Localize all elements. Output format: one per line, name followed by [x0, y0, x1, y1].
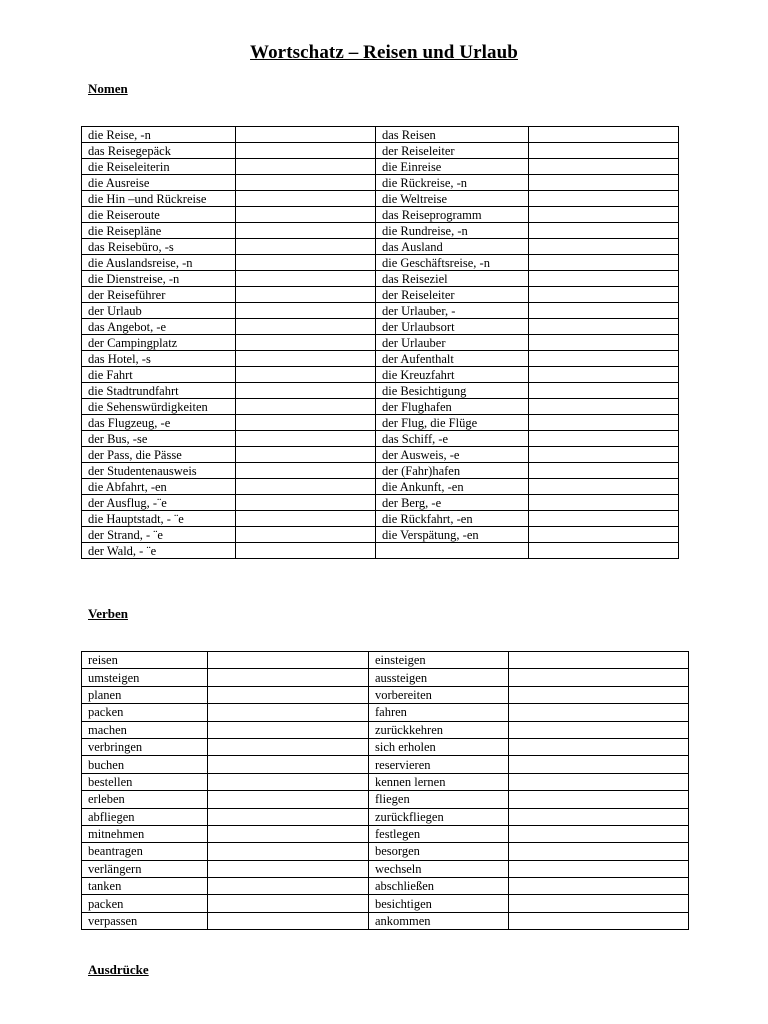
term-right: das Reisen [376, 127, 529, 143]
term-left: erleben [82, 791, 208, 808]
term-left: der Bus, -se [82, 431, 236, 447]
term-right: der Flughafen [376, 399, 529, 415]
term-right: das Schiff, -e [376, 431, 529, 447]
blank-cell-right [529, 271, 679, 287]
term-left: die Reisepläne [82, 223, 236, 239]
blank-cell-right [509, 912, 689, 929]
blank-cell-left [236, 271, 376, 287]
blank-cell-left [236, 431, 376, 447]
term-left: die Hin –und Rückreise [82, 191, 236, 207]
nomen-row [82, 319, 679, 335]
nomen-row [82, 479, 679, 495]
blank-cell-right [529, 367, 679, 383]
term-right: die Rundreise, -n [376, 223, 529, 239]
blank-cell-right [509, 756, 689, 773]
nomen-row [82, 431, 679, 447]
blank-cell-right [529, 447, 679, 463]
blank-cell-left [236, 239, 376, 255]
blank-cell-right [529, 527, 679, 543]
term-right: besorgen [369, 843, 509, 860]
term-left: verlängern [82, 860, 208, 877]
term-left: bestellen [82, 773, 208, 790]
section-heading-nomen: Nomen [88, 81, 128, 96]
blank-cell-left [236, 495, 376, 511]
blank-cell-right [509, 704, 689, 721]
term-right: zurückfliegen [369, 808, 509, 825]
term-left: das Flugzeug, -e [82, 415, 236, 431]
term-right: das Reiseziel [376, 271, 529, 287]
term-right: zurückkehren [369, 721, 509, 738]
blank-cell-left [236, 351, 376, 367]
nomen-row [82, 287, 679, 303]
term-left: machen [82, 721, 208, 738]
blank-cell-right [509, 808, 689, 825]
term-left: das Angebot, -e [82, 319, 236, 335]
blank-cell-right [529, 159, 679, 175]
blank-cell-left [236, 191, 376, 207]
blank-cell-right [509, 773, 689, 790]
verben-row [82, 808, 689, 825]
blank-cell-left [236, 143, 376, 159]
blank-cell-right [529, 399, 679, 415]
term-right: die Besichtigung [376, 383, 529, 399]
blank-cell-left [236, 127, 376, 143]
term-left: die Ausreise [82, 175, 236, 191]
term-left: der Reiseführer [82, 287, 236, 303]
nomen-table [81, 126, 679, 559]
blank-cell-left [236, 447, 376, 463]
blank-cell-right [509, 895, 689, 912]
term-left: die Reise, -n [82, 127, 236, 143]
nomen-row [82, 239, 679, 255]
blank-cell-right [529, 287, 679, 303]
blank-cell-left [236, 463, 376, 479]
blank-cell-right [529, 143, 679, 159]
verben-row [82, 652, 689, 669]
term-left: die Auslandsreise, -n [82, 255, 236, 271]
blank-cell-right [529, 431, 679, 447]
blank-cell-right [529, 255, 679, 271]
term-right: sich erholen [369, 738, 509, 755]
blank-cell-left [208, 704, 369, 721]
term-right: kennen lernen [369, 773, 509, 790]
nomen-row [82, 207, 679, 223]
nomen-row [82, 447, 679, 463]
blank-cell-right [509, 738, 689, 755]
nomen-row [82, 175, 679, 191]
term-left: packen [82, 704, 208, 721]
blank-cell-left [208, 895, 369, 912]
verben-row [82, 912, 689, 929]
blank-cell-left [208, 878, 369, 895]
nomen-row [82, 159, 679, 175]
term-right: der Berg, -e [376, 495, 529, 511]
blank-cell-right [509, 860, 689, 877]
blank-cell-right [529, 495, 679, 511]
term-left: die Hauptstadt, - ¨e [82, 511, 236, 527]
term-left: das Hotel, -s [82, 351, 236, 367]
blank-cell-left [208, 825, 369, 842]
blank-cell-left [208, 808, 369, 825]
nomen-row [82, 511, 679, 527]
blank-cell-right [509, 686, 689, 703]
term-right: die Rückfahrt, -en [376, 511, 529, 527]
blank-cell-left [236, 479, 376, 495]
blank-cell-right [529, 543, 679, 559]
blank-cell-left [208, 721, 369, 738]
term-left: die Dienstreise, -n [82, 271, 236, 287]
blank-cell-right [529, 415, 679, 431]
term-right: besichtigen [369, 895, 509, 912]
nomen-row [82, 271, 679, 287]
verben-row [82, 843, 689, 860]
term-left: beantragen [82, 843, 208, 860]
term-right: die Rückreise, -n [376, 175, 529, 191]
nomen-row [82, 367, 679, 383]
blank-cell-left [236, 303, 376, 319]
blank-cell-left [208, 791, 369, 808]
term-right: fahren [369, 704, 509, 721]
term-right: der Urlaubsort [376, 319, 529, 335]
blank-cell-right [529, 335, 679, 351]
nomen-row [82, 127, 679, 143]
blank-cell-right [509, 825, 689, 842]
verben-row [82, 704, 689, 721]
term-left: der Studentenausweis [82, 463, 236, 479]
blank-cell-left [208, 756, 369, 773]
verben-row [82, 721, 689, 738]
term-right: der Ausweis, -e [376, 447, 529, 463]
term-left: die Stadtrundfahrt [82, 383, 236, 399]
blank-cell-left [236, 415, 376, 431]
verben-row [82, 669, 689, 686]
term-right: der Urlauber, - [376, 303, 529, 319]
term-left: umsteigen [82, 669, 208, 686]
blank-cell-left [236, 383, 376, 399]
nomen-row [82, 191, 679, 207]
nomen-row [82, 143, 679, 159]
blank-cell-right [509, 878, 689, 895]
blank-cell-right [529, 511, 679, 527]
term-right: der Urlauber [376, 335, 529, 351]
term-right: ankommen [369, 912, 509, 929]
term-right: die Geschäftsreise, -n [376, 255, 529, 271]
term-left: der Wald, - ¨e [82, 543, 236, 559]
blank-cell-left [208, 912, 369, 929]
blank-cell-left [208, 860, 369, 877]
verben-row [82, 878, 689, 895]
blank-cell-right [529, 319, 679, 335]
verben-row [82, 825, 689, 842]
term-left: abfliegen [82, 808, 208, 825]
term-right: reservieren [369, 756, 509, 773]
blank-cell-left [208, 669, 369, 686]
term-right: aussteigen [369, 669, 509, 686]
blank-cell-left [208, 686, 369, 703]
term-left: der Urlaub [82, 303, 236, 319]
term-right: die Weltreise [376, 191, 529, 207]
term-left: reisen [82, 652, 208, 669]
section-heading-verben: Verben [88, 606, 128, 621]
blank-cell-right [529, 239, 679, 255]
term-right: die Verspätung, -en [376, 527, 529, 543]
term-right: das Reiseprogramm [376, 207, 529, 223]
term-right: wechseln [369, 860, 509, 877]
nomen-row [82, 399, 679, 415]
blank-cell-left [236, 255, 376, 271]
term-left: die Reiseroute [82, 207, 236, 223]
blank-cell-left [236, 175, 376, 191]
blank-cell-left [208, 843, 369, 860]
term-right: festlegen [369, 825, 509, 842]
verben-row [82, 686, 689, 703]
blank-cell-left [208, 738, 369, 755]
term-left: tanken [82, 878, 208, 895]
nomen-row [82, 543, 679, 559]
page-title: Wortschatz – Reisen und Urlaub [250, 42, 518, 63]
nomen-row [82, 255, 679, 271]
section-heading-ausdruecke: Ausdrücke [88, 962, 149, 977]
nomen-row [82, 415, 679, 431]
nomen-row [82, 463, 679, 479]
term-left: mitnehmen [82, 825, 208, 842]
verben-row [82, 738, 689, 755]
verben-row [82, 756, 689, 773]
blank-cell-right [529, 127, 679, 143]
blank-cell-right [529, 463, 679, 479]
verben-row [82, 860, 689, 877]
blank-cell-right [509, 843, 689, 860]
term-right: der (Fahr)hafen [376, 463, 529, 479]
blank-cell-right [529, 351, 679, 367]
term-left: das Reisegepäck [82, 143, 236, 159]
term-left: die Reiseleiterin [82, 159, 236, 175]
term-right: der Reiseleiter [376, 287, 529, 303]
term-left: verpassen [82, 912, 208, 929]
blank-cell-right [529, 207, 679, 223]
term-right: das Ausland [376, 239, 529, 255]
term-left: verbringen [82, 738, 208, 755]
blank-cell-right [529, 191, 679, 207]
blank-cell-left [236, 159, 376, 175]
term-right: fliegen [369, 791, 509, 808]
term-left: die Fahrt [82, 367, 236, 383]
term-left: das Reisebüro, -s [82, 239, 236, 255]
nomen-row [82, 335, 679, 351]
term-left: der Ausflug, -¨e [82, 495, 236, 511]
term-right: der Aufenthalt [376, 351, 529, 367]
blank-cell-left [236, 287, 376, 303]
blank-cell-left [236, 367, 376, 383]
nomen-row [82, 495, 679, 511]
verben-row [82, 791, 689, 808]
blank-cell-left [208, 773, 369, 790]
term-left: der Campingplatz [82, 335, 236, 351]
blank-cell-right [509, 721, 689, 738]
term-left: die Sehenswürdigkeiten [82, 399, 236, 415]
blank-cell-right [509, 652, 689, 669]
term-right: die Ankunft, -en [376, 479, 529, 495]
nomen-row [82, 527, 679, 543]
blank-cell-right [529, 383, 679, 399]
blank-cell-left [236, 319, 376, 335]
term-right: abschließen [369, 878, 509, 895]
verben-row [82, 773, 689, 790]
term-left: planen [82, 686, 208, 703]
blank-cell-right [509, 669, 689, 686]
blank-cell-left [236, 511, 376, 527]
nomen-row [82, 351, 679, 367]
blank-cell-left [236, 335, 376, 351]
blank-cell-left [236, 399, 376, 415]
nomen-row [82, 303, 679, 319]
term-right [376, 543, 529, 559]
term-right: der Reiseleiter [376, 143, 529, 159]
blank-cell-left [236, 207, 376, 223]
blank-cell-left [208, 652, 369, 669]
term-right: die Einreise [376, 159, 529, 175]
blank-cell-right [529, 303, 679, 319]
verben-table [81, 651, 689, 930]
term-left: die Abfahrt, -en [82, 479, 236, 495]
blank-cell-left [236, 543, 376, 559]
term-left: der Pass, die Pässe [82, 447, 236, 463]
term-right: einsteigen [369, 652, 509, 669]
blank-cell-left [236, 527, 376, 543]
blank-cell-right [529, 175, 679, 191]
nomen-row [82, 223, 679, 239]
blank-cell-right [529, 479, 679, 495]
verben-row [82, 895, 689, 912]
term-left: buchen [82, 756, 208, 773]
blank-cell-left [236, 223, 376, 239]
blank-cell-right [529, 223, 679, 239]
term-right: der Flug, die Flüge [376, 415, 529, 431]
term-right: die Kreuzfahrt [376, 367, 529, 383]
nomen-row [82, 383, 679, 399]
term-right: vorbereiten [369, 686, 509, 703]
term-left: packen [82, 895, 208, 912]
blank-cell-right [509, 791, 689, 808]
term-left: der Strand, - ¨e [82, 527, 236, 543]
